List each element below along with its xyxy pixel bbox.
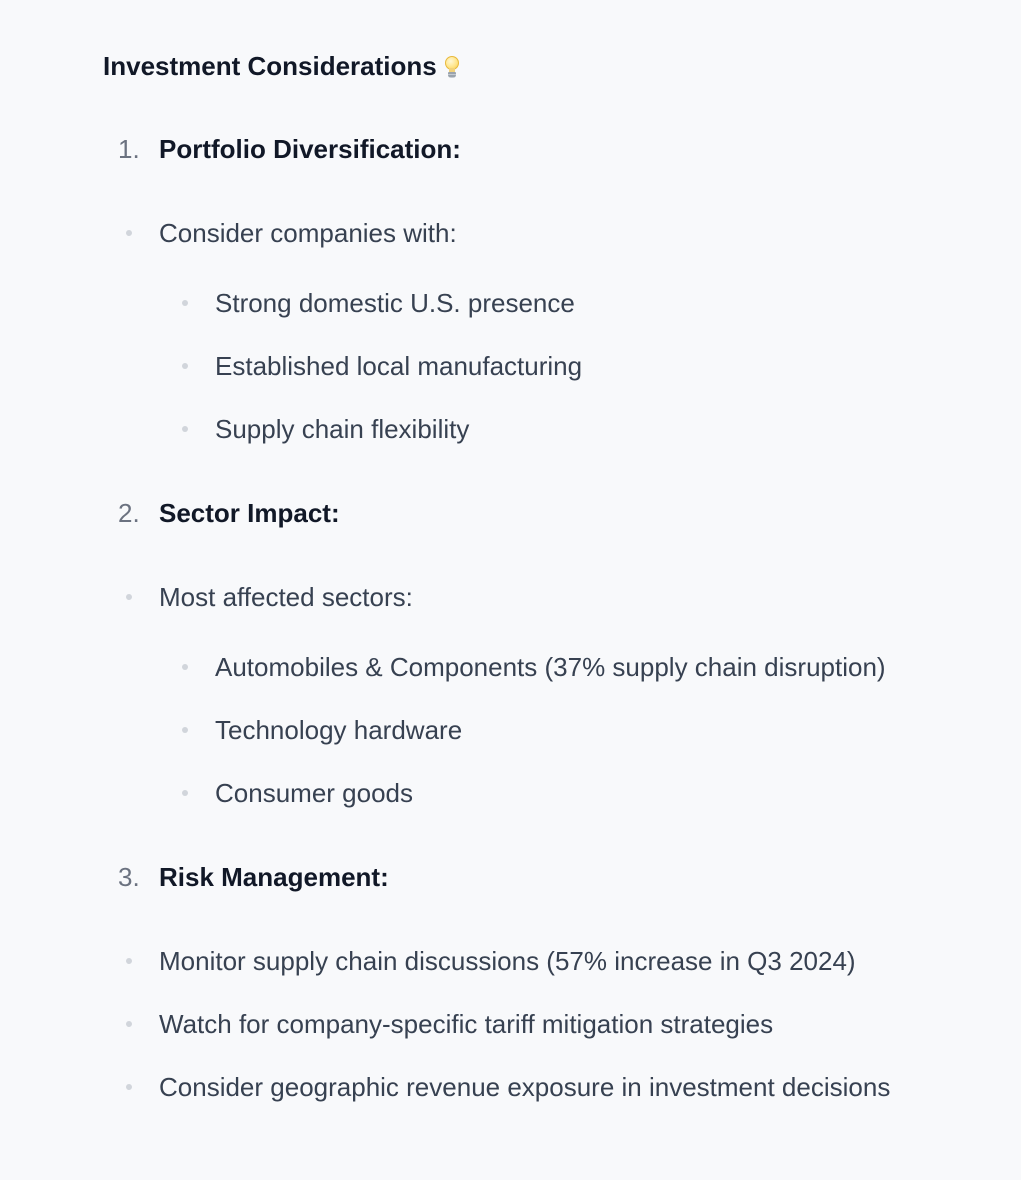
section-number: 1. [118,134,140,164]
list-item-text: Consider geographic revenue exposure in investment decisions [159,1072,891,1102]
section-title: Portfolio Diversification: [159,134,461,164]
bullet-icon [182,727,188,733]
list-item-text: Consumer goods [215,778,413,808]
bullet-icon [182,790,188,796]
bullet-icon [126,594,132,600]
section-title: Risk Management: [159,862,389,892]
bullet-icon [182,426,188,432]
section-number: 3. [118,862,140,892]
list-item-text: Supply chain flexibility [215,414,470,444]
bullet-icon [126,230,132,236]
list-item-text: Automobiles & Components (37% supply chain disruption) [215,652,886,682]
bullet-icon [182,664,188,670]
bullet-icon [126,958,132,964]
page-title-text: Investment Considerations [103,51,437,81]
list-item-text: Most affected sectors: [159,582,413,612]
bullet-icon [126,1021,132,1027]
list-item-text: Monitor supply chain discussions (57% increase in Q3 2024) [159,946,856,976]
list-item-text: Consider companies with: [159,218,457,248]
section-number: 2. [118,498,140,528]
section-title: Sector Impact: [159,498,340,528]
page-title [103,50,459,82]
list-item-text: Technology hardware [215,715,463,745]
bullet-icon [126,1084,132,1090]
list-item-text: Established local manufacturing [215,351,583,381]
bullet-icon [182,300,188,306]
list-item-text: Strong domestic U.S. presence [215,288,575,318]
lightbulb-icon [445,54,459,80]
bullet-icon [182,363,188,369]
list-item-text: Watch for company-specific tariff mitigation strategies [159,1009,774,1039]
